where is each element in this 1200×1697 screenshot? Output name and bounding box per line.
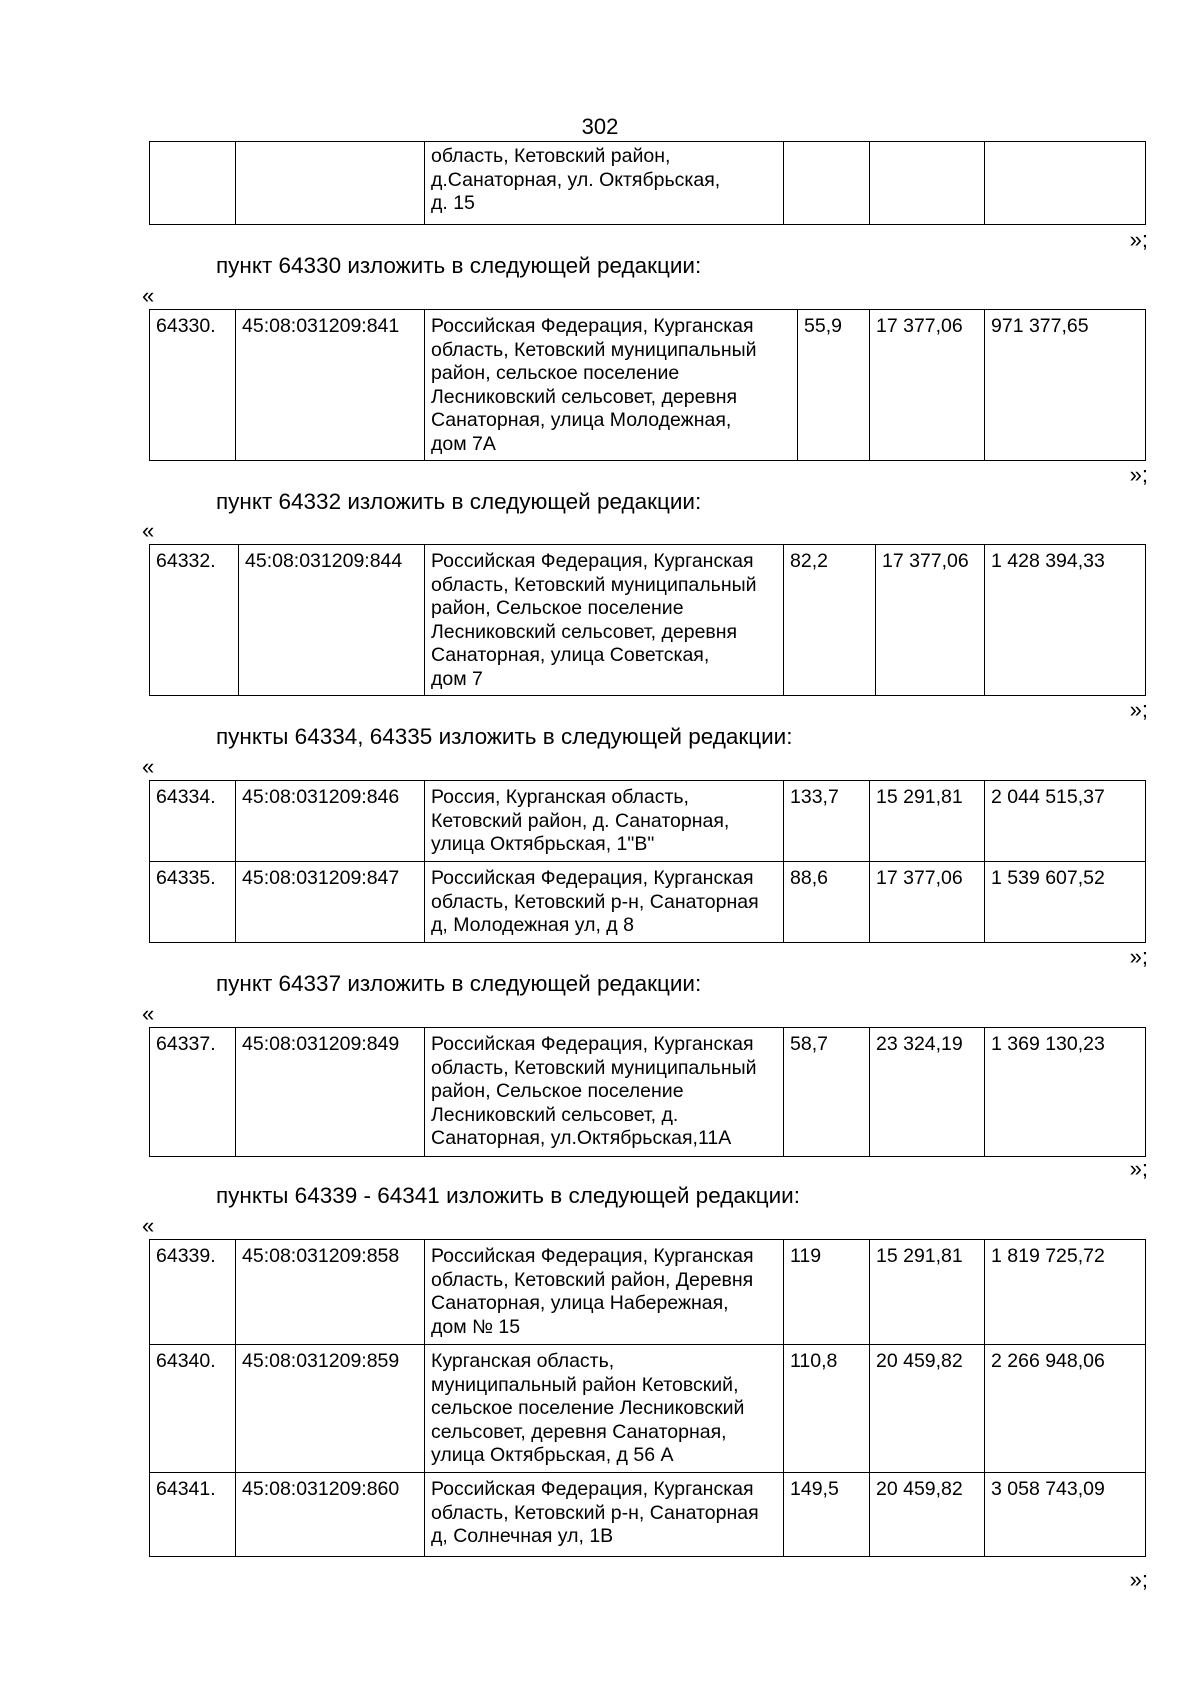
cell-num: 64337. (150, 1028, 236, 1157)
cell-num: 64339. (150, 1240, 236, 1345)
cell-cadastral: 45:08:031209:847 (236, 862, 425, 943)
close-quote: »; (1129, 1156, 1148, 1181)
page-number: 302 (581, 114, 619, 139)
cell-cadastral: 45:08:031209:844 (239, 545, 425, 696)
section-table (149, 780, 1146, 943)
cell-area: 55,9 (798, 310, 870, 461)
table-row (150, 1028, 1146, 1157)
cell-area: 110,8 (784, 1345, 870, 1473)
cell-cost: 2 044 515,37 (985, 781, 1146, 862)
cell-cost: 971 377,65 (985, 310, 1146, 461)
close-quote: »; (1129, 944, 1148, 969)
table-row (150, 862, 1146, 943)
cell-cadastral: 45:08:031209:859 (236, 1345, 425, 1473)
section-table (149, 1027, 1146, 1157)
cell-num: 64335. (150, 862, 236, 943)
open-quote: « (142, 1213, 155, 1238)
cell-price: 17 377,06 (876, 545, 985, 696)
section-header: пункт 64332 изложить в следующей редакции: (216, 489, 702, 514)
open-quote: « (142, 283, 155, 308)
section-table (149, 544, 1146, 696)
table-row (150, 1345, 1146, 1473)
section-table (149, 309, 1146, 461)
cell-price: 20 459,82 (870, 1345, 985, 1473)
cell-num (150, 142, 236, 225)
cell-price: 17 377,06 (870, 310, 985, 461)
cell-cadastral: 45:08:031209:860 (236, 1473, 425, 1557)
cell-cost (985, 142, 1146, 225)
table-row (150, 545, 1146, 696)
table-row (150, 1473, 1146, 1557)
cell-area: 119 (784, 1240, 870, 1345)
section-header: пункт 64330 изложить в следующей редакции: (216, 253, 702, 278)
cell-cadastral (236, 142, 425, 225)
cell-address: Российская Федерация, Курганская область, Кетовский район, Деревня Санаторная, улица Набережная, дом № 15 (425, 1240, 784, 1345)
cell-cadastral: 45:08:031209:858 (236, 1240, 425, 1345)
cell-cadastral: 45:08:031209:841 (236, 310, 425, 461)
cell-area: 133,7 (784, 781, 870, 862)
cell-price (870, 142, 985, 225)
close-quote: »; (1129, 1567, 1148, 1592)
cell-num: 64341. (150, 1473, 236, 1557)
cell-area: 58,7 (784, 1028, 870, 1157)
open-quote: « (142, 1001, 155, 1026)
cell-address: Курганская область, муниципальный район Кетовский, сельское поселение Лесниковский сельсовет, деревня Санаторная, улица Октябрьская, д 56 А (425, 1345, 784, 1473)
cell-price: 20 459,82 (870, 1473, 985, 1557)
continuation-table (149, 141, 1146, 225)
table-row (150, 310, 1146, 461)
cell-area: 88,6 (784, 862, 870, 943)
cell-cost: 3 058 743,09 (985, 1473, 1146, 1557)
table-row (150, 142, 1146, 225)
cell-cost: 1 428 394,33 (985, 545, 1146, 696)
cell-price: 15 291,81 (870, 781, 985, 862)
open-quote: « (142, 518, 155, 543)
cell-num: 64332. (150, 545, 239, 696)
cell-cost: 1 819 725,72 (985, 1240, 1146, 1345)
section-table (149, 1239, 1146, 1557)
section-header: пункты 64334, 64335 изложить в следующей редакции: (216, 724, 793, 749)
cell-num: 64330. (150, 310, 236, 461)
cell-address: Российская Федерация, Курганская область, Кетовский муниципальный район, сельское поселение Лесниковский сельсовет, деревня Санаторная, улица Молодежная, дом 7А (425, 310, 798, 461)
cell-cost: 1 369 130,23 (985, 1028, 1146, 1157)
cell-price: 15 291,81 (870, 1240, 985, 1345)
cell-price: 23 324,19 (870, 1028, 985, 1157)
close-quote: »; (1129, 697, 1148, 722)
open-quote: « (142, 754, 155, 779)
cell-num: 64334. (150, 781, 236, 862)
cell-cost: 1 539 607,52 (985, 862, 1146, 943)
cell-address: Российская Федерация, Курганская область, Кетовский муниципальный район, Сельское поселение Лесниковский сельсовет, деревня Санаторная, улица Советская, дом 7 (425, 545, 784, 696)
cell-area: 82,2 (784, 545, 876, 696)
cell-cost: 2 266 948,06 (985, 1345, 1146, 1473)
cell-address: Российская Федерация, Курганская область, Кетовский муниципальный район, Сельское поселение Лесниковский сельсовет, д. Санаторная, ул.Октябрьская,11А (425, 1028, 784, 1157)
close-quote: »; (1129, 462, 1148, 487)
cell-price: 17 377,06 (870, 862, 985, 943)
cell-address: Российская Федерация, Курганская область, Кетовский р-н, Санаторная д, Солнечная ул, 1В (425, 1473, 784, 1557)
table-row (150, 1240, 1146, 1345)
cell-cadastral: 45:08:031209:846 (236, 781, 425, 862)
section-header: пункт 64337 изложить в следующей редакции: (216, 971, 702, 996)
close-quote: »; (1129, 227, 1148, 252)
cell-area: 149,5 (784, 1473, 870, 1557)
cell-cadastral: 45:08:031209:849 (236, 1028, 425, 1157)
section-header: пункты 64339 - 64341 изложить в следующей редакции: (216, 1183, 800, 1208)
cell-area (784, 142, 870, 225)
cell-address: Россия, Курганская область, Кетовский район, д. Санаторная, улица Октябрьская, 1"В" (425, 781, 784, 862)
cell-address: Российская Федерация, Курганская область, Кетовский р-н, Санаторная д, Молодежная ул, д 8 (425, 862, 784, 943)
cell-num: 64340. (150, 1345, 236, 1473)
table-row (150, 781, 1146, 862)
cell-address: область, Кетовский район, д.Санаторная, ул. Октябрьская, д. 15 (425, 142, 784, 225)
